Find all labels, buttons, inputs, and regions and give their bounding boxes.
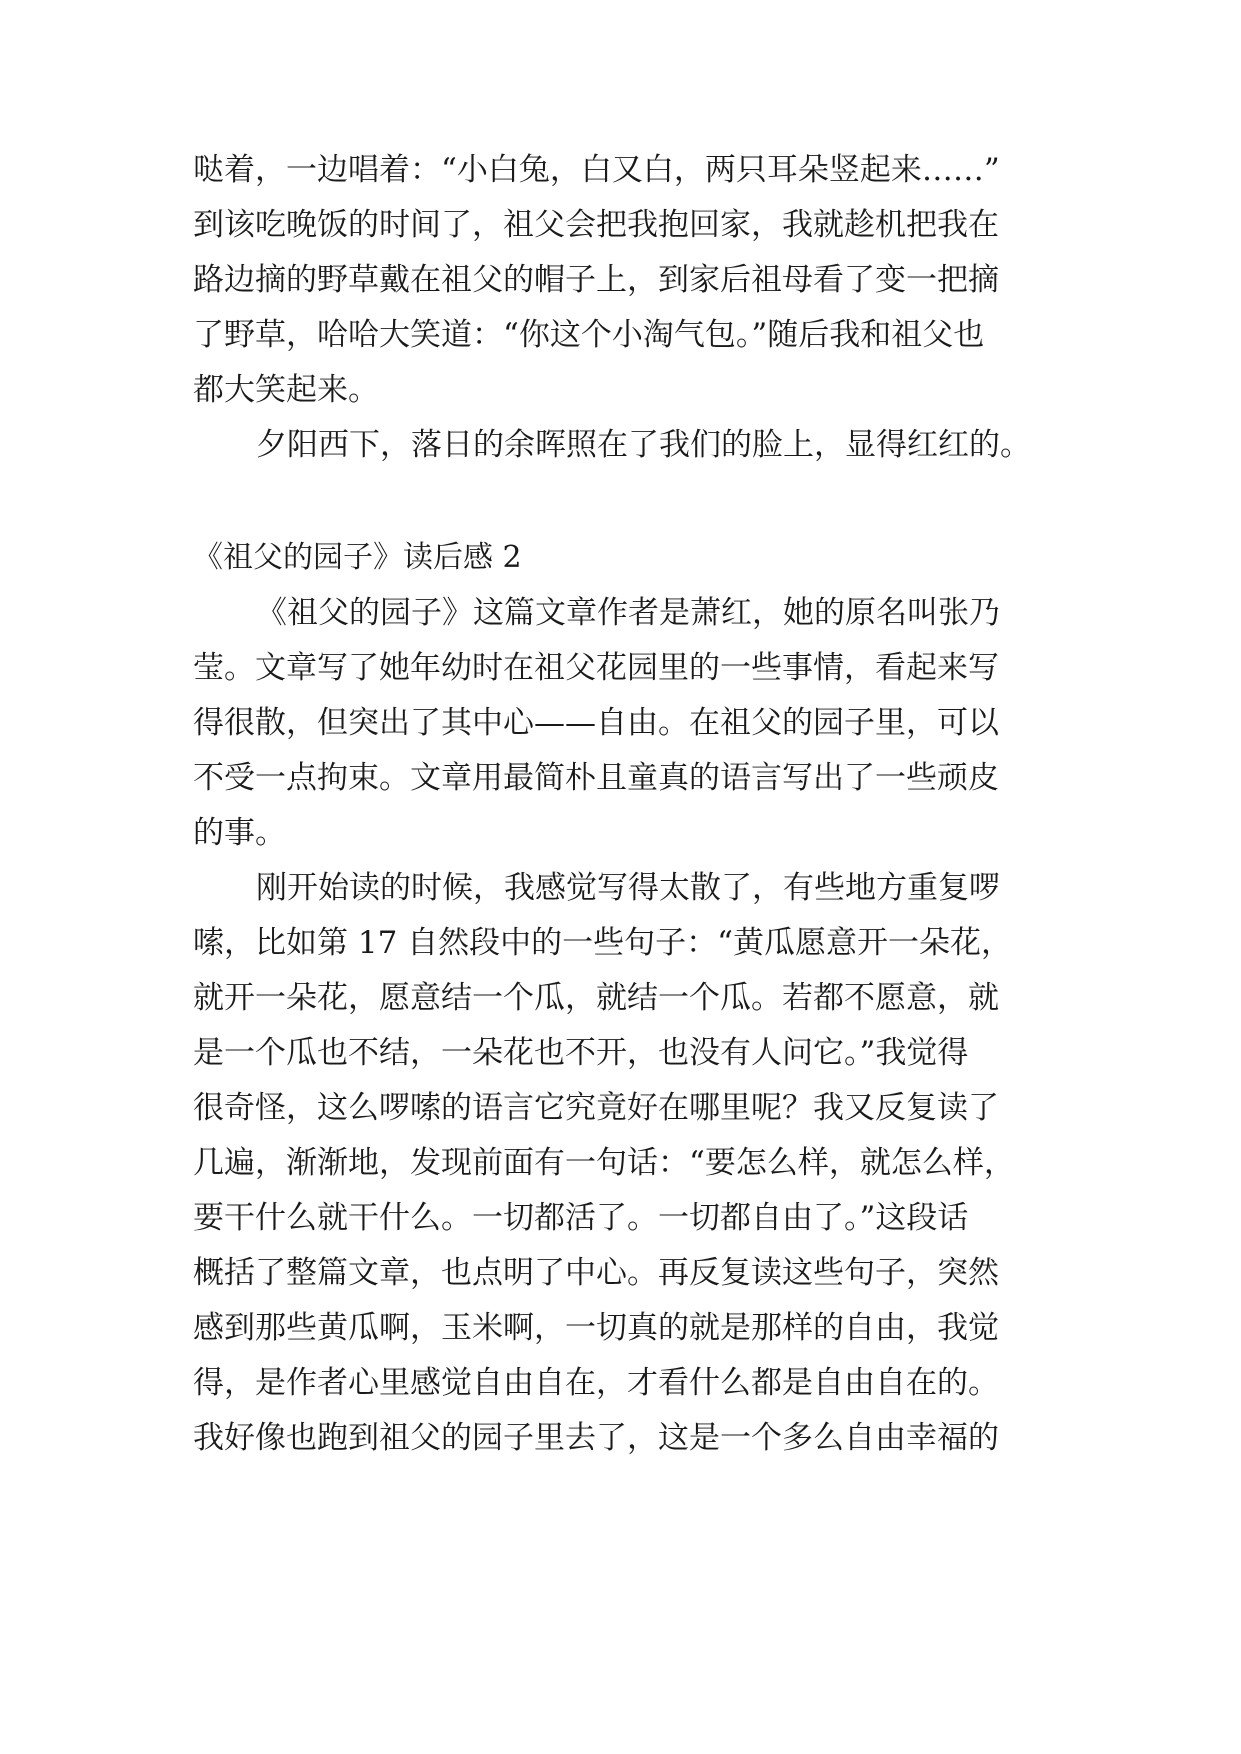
paragraph-line: 得很散，但突出了其中心——自由。在祖父的园子里，可以	[193, 705, 999, 741]
paragraph-line: 嗦，比如第 17 自然段中的一些句子：“黄瓜愿意开一朵花，	[193, 925, 1012, 961]
paragraph-line: 刚开始读的时候，我感觉写得太散了，有些地方重复啰	[256, 870, 1000, 906]
paragraph-line: 哒着，一边唱着：“小白兔，白又白，两只耳朵竖起来……”	[193, 152, 1000, 188]
paragraph-line: 得，是作者心里感觉自由自在，才看什么都是自由自在的。	[193, 1365, 999, 1401]
paragraph-line: 莹。文章写了她年幼时在祖父花园里的一些事情，看起来写	[193, 650, 999, 686]
paragraph-line: 《祖父的园子》这篇文章作者是萧红，她的原名叫张乃	[256, 595, 1000, 631]
paragraph-line: 概括了整篇文章，也点明了中心。再反复读这些句子，突然	[193, 1255, 999, 1291]
paragraph-line: 的事。	[193, 815, 286, 851]
paragraph-line: 是一个瓜也不结，一朵花也不开，也没有人问它。”我觉得	[193, 1035, 969, 1071]
paragraph-line: 几遍，渐渐地，发现前面有一句话：“要怎么样，就怎么样，	[193, 1145, 1015, 1181]
paragraph-line: 都大笑起来。	[193, 372, 379, 408]
paragraph-line: 了野草，哈哈大笑道：“你这个小淘气包。”随后我和祖父也	[193, 317, 985, 353]
paragraph-line: 很奇怪，这么啰嗦的语言它究竟好在哪里呢？我又反复读了	[193, 1090, 999, 1126]
paragraph-line: 不受一点拘束。文章用最简朴且童真的语言写出了一些顽皮	[193, 760, 999, 796]
paragraph-line: 路边摘的野草戴在祖父的帽子上，到家后祖母看了变一把摘	[193, 262, 999, 298]
section-title: 《祖父的园子》读后感 2	[193, 540, 522, 575]
paragraph-line: 我好像也跑到祖父的园子里去了，这是一个多么自由幸福的	[193, 1420, 999, 1456]
paragraph-line: 就开一朵花，愿意结一个瓜，就结一个瓜。若都不愿意，就	[193, 980, 999, 1016]
paragraph-line: 到该吃晚饭的时间了，祖父会把我抱回家，我就趁机把我在	[193, 207, 999, 243]
paragraph-line: 要干什么就干什么。一切都活了。一切都自由了。”这段话	[193, 1200, 969, 1236]
paragraph-line: 感到那些黄瓜啊，玉米啊，一切真的就是那样的自由，我觉	[193, 1310, 999, 1346]
closing-line: 夕阳西下，落日的余晖照在了我们的脸上，显得红红的。	[256, 427, 1031, 463]
